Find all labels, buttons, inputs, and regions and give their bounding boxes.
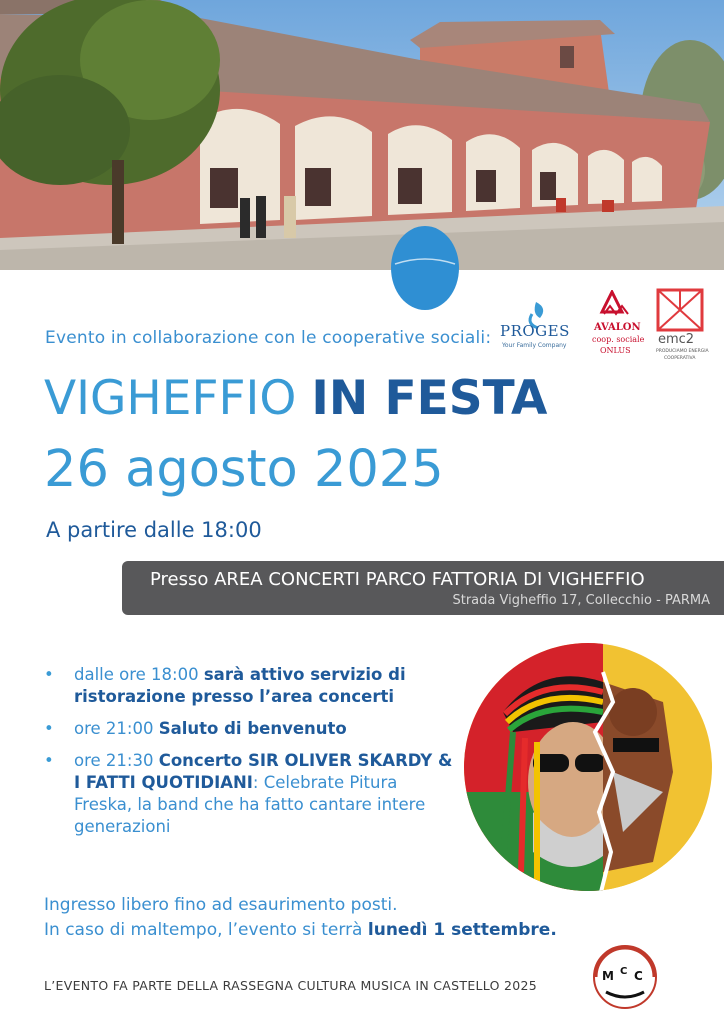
avalon-logo <box>588 290 648 360</box>
program-highlight: Concerto SIR OLIVER SKARDY & I FATTI QUOTIDIANI <box>74 751 453 792</box>
emc2-logo <box>656 288 708 368</box>
venue-address: Strada Vigheffio 17, Collecchio - PARMA <box>452 593 710 608</box>
emc2-tagline-1: PRODUCIAMO ENERGIA <box>656 349 709 354</box>
start-time: A partire dalle 18:00 <box>46 518 262 542</box>
venue-name: Presso AREA CONCERTI PARCO FATTORIA DI VIGHEFFIO <box>150 569 645 590</box>
proges-name: PROGES <box>500 322 570 340</box>
program-list <box>44 664 454 848</box>
entry-line-2 <box>44 918 557 943</box>
program-highlight: Saluto di benvenuto <box>158 719 347 738</box>
list-item <box>44 664 454 708</box>
list-item <box>44 750 454 838</box>
footer-text: L’EVENTO FA PARTE DELLA RASSEGNA CULTURA MUSICA IN CASTELLO 2025 <box>44 978 538 993</box>
avalon-name: AVALON <box>594 322 641 333</box>
svg-text:C: C <box>634 969 643 983</box>
svg-text:C: C <box>620 966 628 977</box>
event-title <box>44 372 547 426</box>
emc2-tagline-2: COOPERATIVA <box>664 356 696 361</box>
program-time: ore 21:30 <box>74 751 159 770</box>
weather-note: In caso di maltempo, l’evento si terrà <box>44 920 368 940</box>
svg-text:M: M <box>602 969 614 983</box>
entry-info <box>44 893 557 943</box>
proges-tagline: Your Family Company <box>502 342 567 349</box>
event-title-light: VIGHEFFIO <box>44 371 297 426</box>
weather-date: lunedì 1 settembre. <box>367 920 557 940</box>
collaboration-text: Evento in collaborazione con le cooperative sociali: <box>45 328 492 348</box>
emc2-name: emc2 <box>658 332 695 347</box>
venue-box <box>122 561 724 615</box>
program-time: dalle ore 18:00 <box>74 665 204 684</box>
program-highlight: sarà attivo servizio di ristorazione presso l’area concerti <box>74 665 406 706</box>
event-date: 26 agosto 2025 <box>44 440 444 499</box>
list-item <box>44 718 454 740</box>
bullet-icon: • <box>44 719 54 738</box>
program-description: : Celebrate Pitura Freska, la band che ha fatto cantare intere generazioni <box>74 773 426 836</box>
avalon-tagline-2: ONLUS <box>600 346 631 355</box>
bullet-icon: • <box>44 751 54 770</box>
program-time: ore 21:00 <box>74 719 159 738</box>
rassegna-logo <box>592 944 658 1010</box>
artist-photo <box>463 642 713 892</box>
hero-photo <box>0 0 724 270</box>
partner-logos <box>496 288 711 368</box>
bullet-icon: • <box>44 665 54 684</box>
avalon-tagline-1: coop. sociale <box>592 335 645 344</box>
blue-accent-shape <box>389 224 461 312</box>
entry-line-1: Ingresso libero fino ad esaurimento posti. <box>44 895 398 915</box>
event-title-bold: IN FESTA <box>311 371 548 426</box>
proges-logo <box>496 300 578 360</box>
